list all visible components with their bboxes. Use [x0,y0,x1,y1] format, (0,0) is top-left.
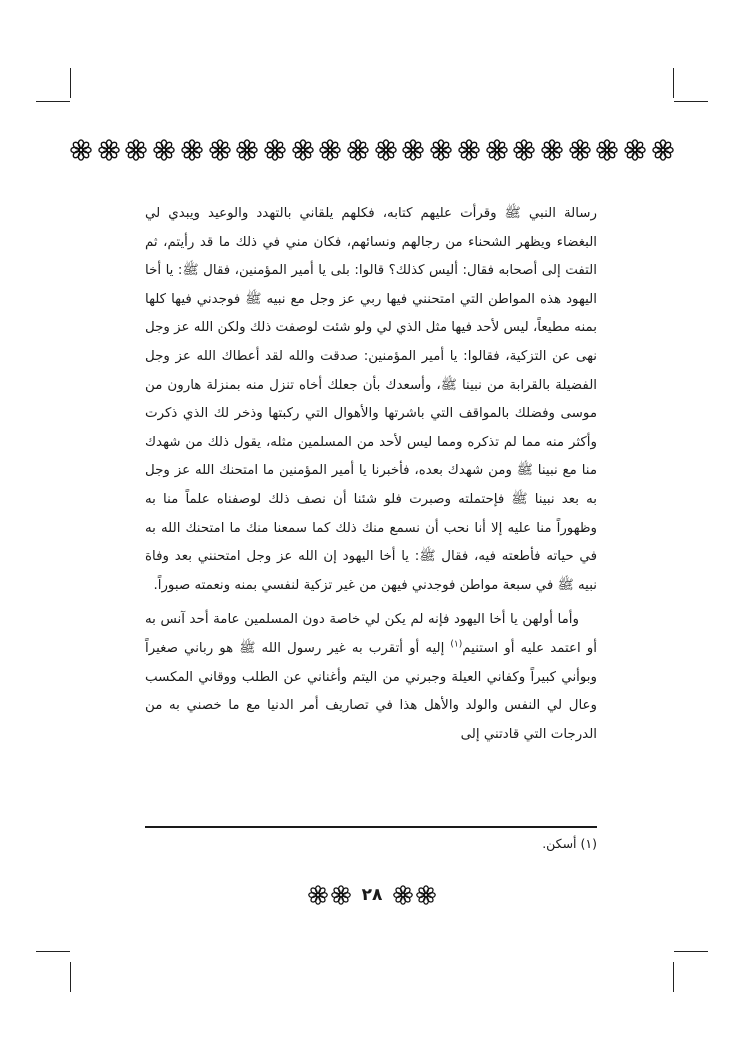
flower-ornament-icon [308,885,328,905]
body-paragraph: رسالة النبي ﷺ وقرأت عليهم كتابه، فكلهم يلقاني بالتهدد والوعيد ويبدي لي البغضاء ويظهر الشحناء من رجالهم ونسائهم، فكان مني في ذلك ما قد رأيتم، ثم التفت إلى أصحابه فقال: أليس كذلك؟ قالوا: بلى يا أمير المؤمنين، فقال ﷺ: يا أخا اليهود هذه المواطن التي امتحنني فيها ربي عز وجل مع نبيه ﷺ فوجدني فيها كلها بمنه مطيعاً، ليس لأحد فيها مثل الذي لي ولو شئت لوصفت ذلك ولكن الله عز وجل نهى عن التزكية، فقالوا: يا أمير المؤمنين: صدقت والله لقد أعطاك الله عز وجل الفضيلة بالقرابة من نبينا ﷺ، وأسعدك بأن جعلك أخاه تنزل منه بمنزلة هارون من موسى وفضلك بالمواقف التي باشرتها والأهوال التي ركبتها وذخر لك الذي ذكرت وأكثر منه مما لم تذكره ومما ليس لأحد من المسلمين مثله، يقول ذلك من شهدك منا مع نبينا ﷺ ومن شهدك بعده، فأخبرنا يا أمير المؤمنين ما امتحنك الله عز وجل به بعد نبينا ﷺ فإحتملته وصبرت فلو شئنا أن نصف ذلك لوصفناه علماً منا به وظهوراً منا عليه إلا أنا نحب أن نسمع منك ذلك كما سمعنا منك ما امتحنك الله به في حياته فأطعته فيه، فقال ﷺ: يا أخا اليهود إن الله عز وجل امتحنني بعد وفاة نبيه ﷺ في سبعة مواطن فوجدني فيهن من غير تزكية لنفسي بمنه ونعمته صبوراً. [145,206,597,593]
crop-mark [70,68,71,98]
flower-ornament-icon [209,139,231,161]
crop-mark [673,68,674,98]
flower-ornament-icon [153,139,175,161]
page-number-footer [300,880,444,910]
flower-ornament-icon [236,139,258,161]
flower-ornament-icon [596,139,618,161]
flower-ornament-icon [125,139,147,161]
footnote-divider [145,826,597,828]
flower-ornament-icon [98,139,120,161]
crop-mark [36,101,70,102]
flower-ornament-icon [402,139,424,161]
flower-ornament-icon [486,139,508,161]
paragraph-text: إليه أو أتقرب به غير رسول الله ﷺ هو رباني صغيراً وبوأني كبيراً وكفاني العيلة وجبرني من اليتم وأغناني عن الطلب ووقاني المكسب وعال لي النفس والولد والأهل هذا في تصاريف أمر الدنيا مع ما خصني به من الدرجات التي قادتني إلى [145,640,597,742]
flower-ornament-icon [181,139,203,161]
flower-ornament-icon [541,139,563,161]
footnote-marker[interactable]: (١) [450,639,463,650]
flower-ornament-icon [347,139,369,161]
body-paragraph-2 [145,606,597,749]
flower-ornament-icon [70,139,92,161]
crop-mark [70,962,71,992]
crop-mark [36,951,70,952]
crop-mark [674,951,708,952]
page-body [145,200,597,749]
header-ornament-border [70,132,674,168]
flower-ornament-icon [292,139,314,161]
page-number: ٢٨ [361,885,383,905]
flower-ornament-icon [569,139,591,161]
flower-ornament-icon [430,139,452,161]
flower-ornament-icon [319,139,341,161]
flower-ornament-icon [624,139,646,161]
flower-ornament-icon [375,139,397,161]
flower-ornament-icon [416,885,436,905]
crop-mark [673,962,674,992]
flower-ornament-icon [331,885,351,905]
crop-mark [674,101,708,102]
flower-ornament-icon [652,139,674,161]
flower-ornament-icon [264,139,286,161]
flower-ornament-icon [513,139,535,161]
footnote: (١) أسكن. [542,836,597,851]
flower-ornament-icon [393,885,413,905]
paragraph-text: وأما أولهن يا أخا اليهود فإنه لم يكن لي خاصة دون المسلمين عامة أحد آنس به أو اعتمد عليه أو استنيم [145,612,597,656]
flower-ornament-icon [458,139,480,161]
